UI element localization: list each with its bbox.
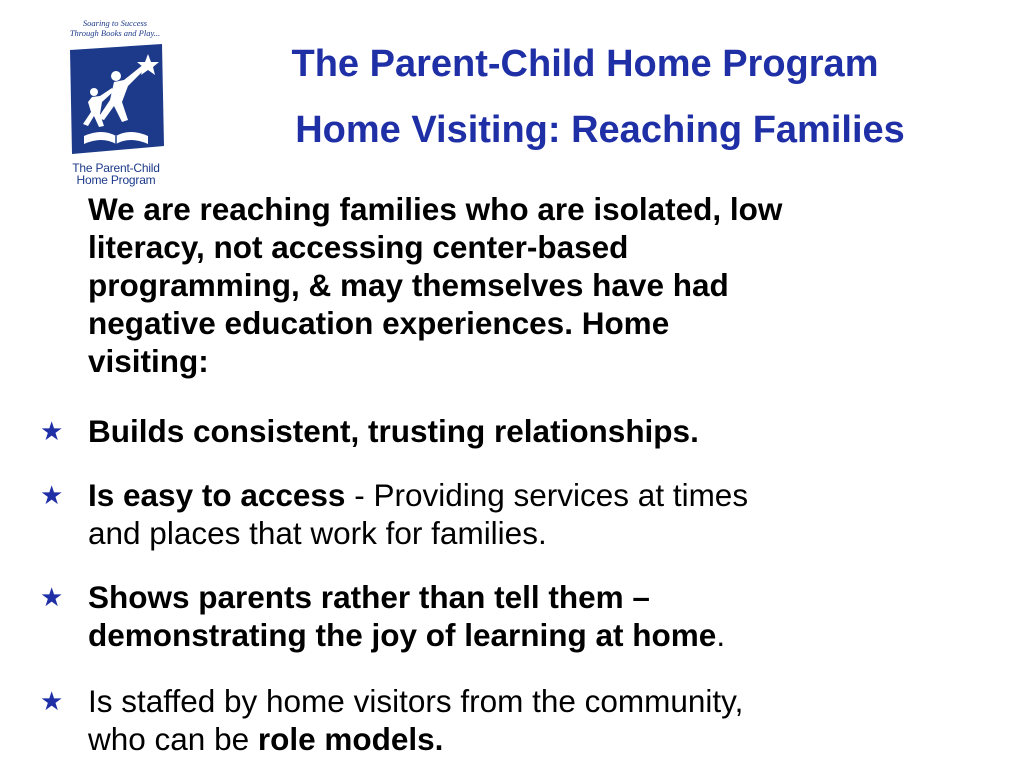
- logo-emblem-icon: [64, 42, 168, 156]
- bullet-text: - Providing services at times: [345, 477, 749, 513]
- intro-line: We are reaching families who are isolated, low: [88, 191, 783, 227]
- intro-line: literacy, not accessing center-based: [88, 229, 629, 265]
- intro-line: programming, & may themselves have had: [88, 267, 729, 303]
- intro-line: negative education experiences. Home: [88, 305, 670, 341]
- logo-name-line2: Home Program: [76, 173, 156, 187]
- logo-name-line1: The Parent-Child: [72, 161, 160, 175]
- logo-tagline-line2: Through Books and Play...: [69, 28, 161, 38]
- logo-tagline: [54, 18, 176, 38]
- logo-name: [54, 162, 178, 186]
- star-icon: ★: [40, 480, 64, 510]
- logo-tagline-line1: Soaring to Success: [82, 18, 148, 28]
- star-icon: ★: [40, 416, 64, 446]
- star-icon: ★: [40, 582, 64, 612]
- bullet-text: who can be: [88, 721, 258, 757]
- intro-line: visiting:: [88, 343, 209, 379]
- bullet-text: and places that work for families.: [88, 515, 547, 551]
- bullet-text: .: [716, 617, 726, 653]
- bullet-bold-text: role models.: [257, 721, 444, 757]
- program-logo: [54, 14, 184, 187]
- bullet-text: Is staffed by home visitors from the community,: [88, 683, 744, 719]
- bullet-bold-text: Shows parents rather than tell them –: [88, 579, 650, 615]
- star-icon: ★: [40, 686, 64, 716]
- slide-subtitle: Home Visiting: Reaching Families: [295, 109, 905, 151]
- bullet-text: Builds consistent, trusting relationships.: [88, 413, 699, 449]
- slide-title: The Parent-Child Home Program: [291, 43, 879, 85]
- bullet-bold-text: Is easy to access: [88, 477, 346, 513]
- intro-paragraph: [88, 190, 988, 380]
- bullet-bold-text: demonstrating the joy of learning at home: [88, 617, 717, 653]
